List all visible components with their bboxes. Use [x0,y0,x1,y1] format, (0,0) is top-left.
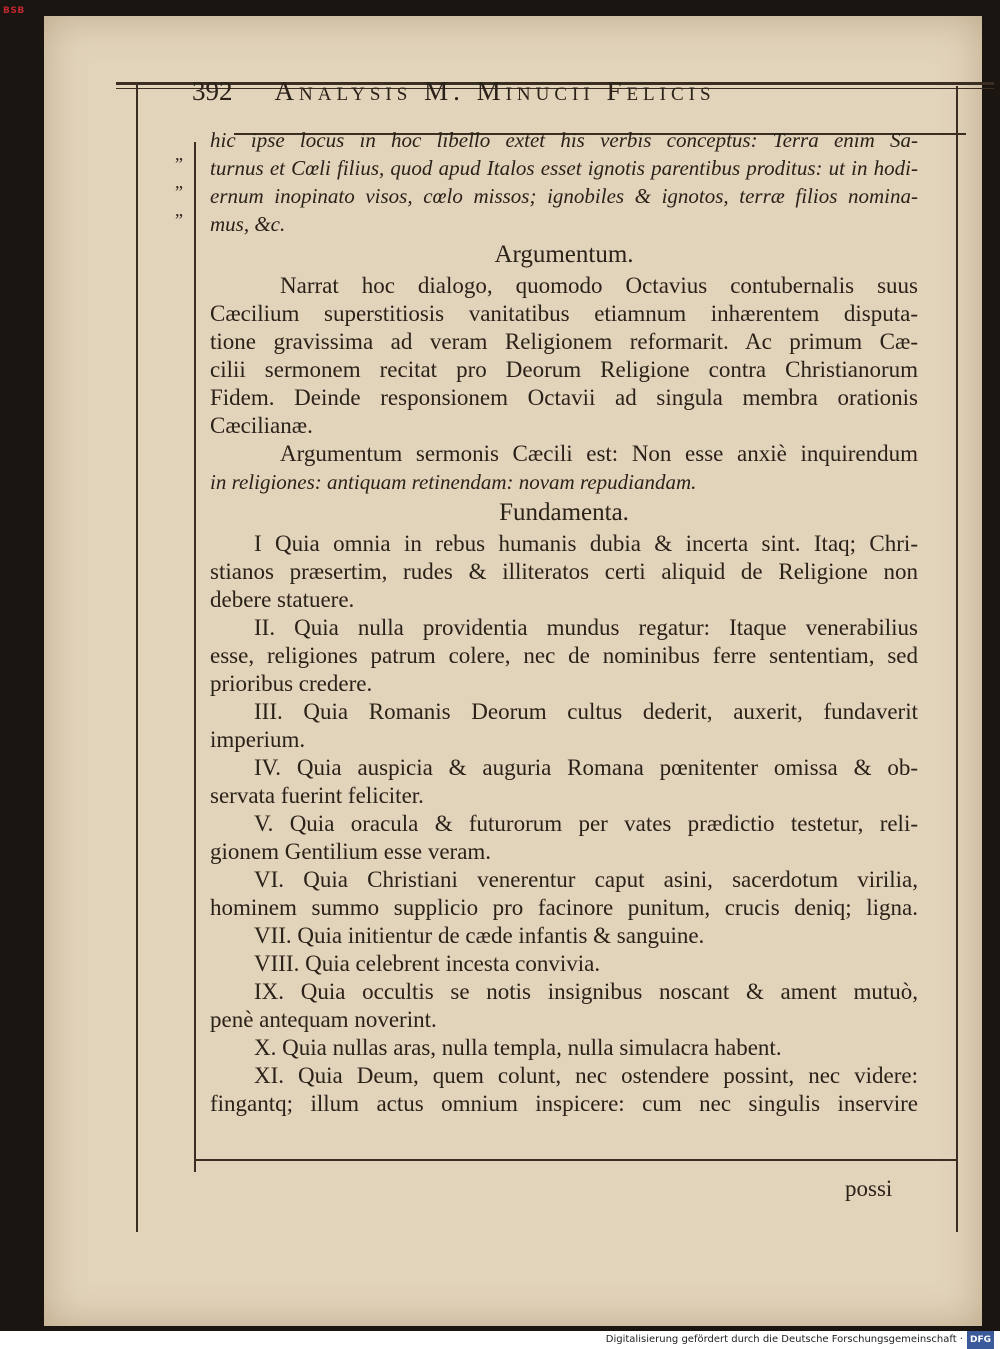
bsb-logo: BSB [3,6,25,16]
text-line: fingantq; illum actus omnium inspicere: cum nec singulis inservire [210,1091,918,1116]
text-line: III. Quia Romanis Deorum cultus dederit, auxerit, fundaverit [254,699,918,724]
text-line: VIII. Quia celebrent incesta convivia. [254,951,601,976]
text-line: Argumentum sermonis Cæcili est: Non esse anxiè inquirendum [280,441,918,466]
margin-quote-mark: ” [175,182,183,202]
text-line: hic ipse locus in hoc libello extet his verbis conceptus: Terra enim Sa- [210,128,918,152]
text-line: IV. Quia auspicia & auguria Romana pœnitenter omissa & ob- [254,755,918,780]
text-line: prioribus credere. [210,671,373,696]
dfg-logo: DFG [967,1331,994,1349]
text-line: tione gravissima ad veram Religionem reformarit. Ac primum Cæ- [210,329,918,354]
left-margin-rule-outer [136,82,138,1232]
margin-quote-marks [175,150,195,234]
text-line: VI. Quia Christiani venerentur caput asini, sacerdotum virilia, [254,867,918,892]
footer-text: Digitalisierung gefördert durch die Deutsche Forschungsgemeinschaft · [605,1334,963,1345]
text-line: servata fuerint feliciter. [210,783,424,808]
text-line: penè antequam noverint. [210,1007,437,1032]
text-line: Cæcilium superstitiosis vanitatibus etiamnum inhærentem disputa- [210,301,918,326]
text-line: in religiones: antiquam retinendam: novam repudiandam. [210,470,697,494]
text-line: turnus et Cœli filius, quod apud Italos esset ignotis parentibus proditus: ut in hodi- [210,156,918,180]
text-line: gionem Gentilium esse veram. [210,839,492,864]
right-margin-rule [956,86,958,1232]
text-line: I Quia omnia in rebus humanis dubia & incerta sint. Itaq; Chri- [254,531,918,556]
text-line: mus, &c. [210,212,286,236]
text-line: X. Quia nullas aras, nulla templa, nulla simulacra habent. [254,1035,782,1060]
text-line: Narrat hoc dialogo, quomodo Octavius contubernalis suus [280,273,918,298]
digitization-footer [0,1331,1000,1349]
margin-quote-mark: ” [175,210,183,230]
left-margin-rule-inner [194,142,196,1172]
footer-rule [194,1159,956,1161]
text-line: cilii sermonem recitat pro Deorum Religione contra Christianorum [210,357,918,382]
section-heading-fundamenta: Fundamenta. [499,499,629,526]
body-text [210,126,918,1118]
text-line: ernum inopinato visos, cœlo missos; ignobiles & ignotos, terræ filios nomina- [210,184,918,208]
text-line: IX. Quia occultis se notis insignibus noscant & ament mutuò, [254,979,918,1004]
margin-quote-mark: ” [175,154,183,174]
section-heading-argumentum: Argumentum. [494,241,634,268]
text-line: Cæcilianæ. [210,413,313,438]
text-line: Fidem. Deinde responsionem Octavii ad singula membra orationis [210,385,918,410]
text-line: stianos præsertim, rudes & illiteratos certi aliquid de Religione non [210,559,918,584]
text-line: esse, religiones patrum colere, nec de nominibus ferre sententiam, sed [210,643,918,668]
running-head [192,76,932,116]
page-number: 392 [192,76,233,106]
text-line: debere statuere. [210,587,355,612]
text-line: hominem summo supplicio pro facinore punitum, crucis deniq; ligna. [210,895,918,920]
text-line: V. Quia oracula & futurorum per vates prædictio testetur, reli- [254,811,918,836]
running-title: Analysis M. Minucii Felicis [274,76,716,106]
text-line: XI. Quia Deum, quem colunt, nec ostendere possint, nec videre: [254,1063,918,1088]
text-line: VII. Quia initientur de cæde infantis & sanguine. [254,923,705,948]
text-line: imperium. [210,727,306,752]
text-line: II. Quia nulla providentia mundus regatur: Itaque venerabilius [254,615,918,640]
catchword: possi [845,1176,893,1201]
